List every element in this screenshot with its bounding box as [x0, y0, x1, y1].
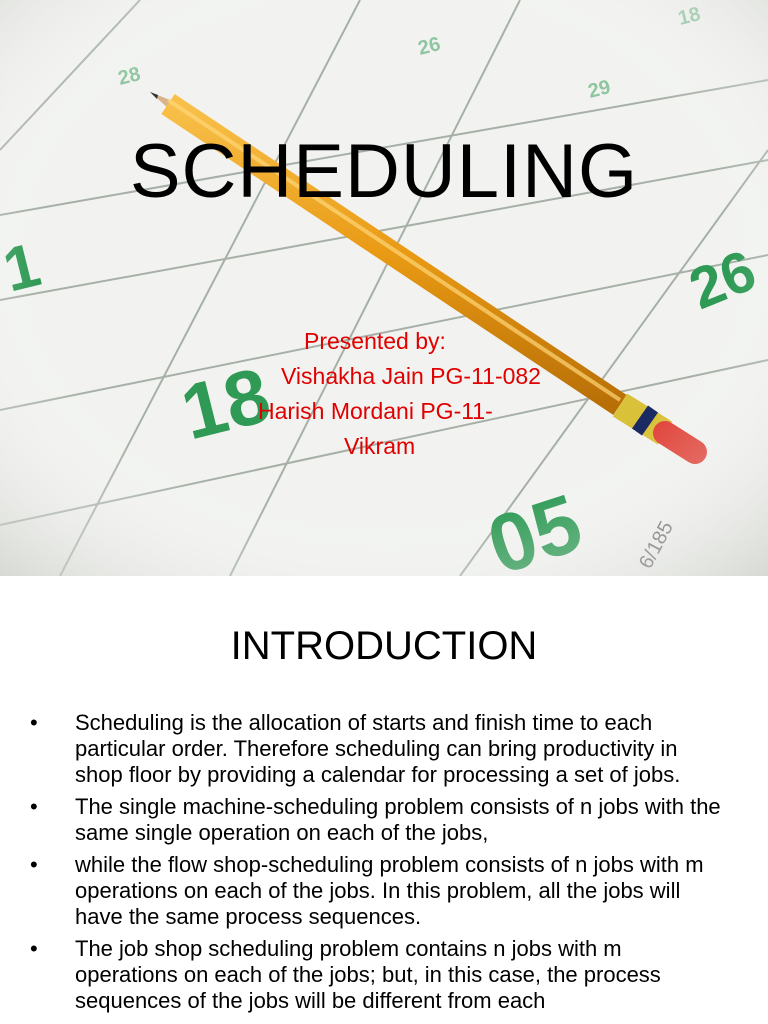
bullet-icon: • — [30, 710, 38, 735]
presenter-label: Presented by: — [304, 328, 446, 354]
bullet-text: The job shop scheduling problem contains n jobs with m operations on each of the jobs; but, in this case, the process sequences of the jobs will be different from each — [75, 936, 661, 1013]
list-item — [30, 710, 730, 788]
presenter-name: Vishakha Jain PG-11-082 — [281, 363, 541, 389]
bullet-list — [30, 710, 730, 1020]
bullet-text: Scheduling is the allocation of starts and finish time to each particular order. Therefore scheduling can bring productivity in shop floor by providing a calendar for processing a set of jobs. — [75, 710, 681, 787]
list-item — [30, 852, 730, 930]
slide-title: INTRODUCTION — [230, 624, 538, 668]
slide-title: SCHEDULING — [129, 129, 639, 214]
list-item — [30, 794, 730, 846]
presenter-name: Harish Mordani PG-11- — [258, 398, 493, 424]
presenter-name: Vikram — [344, 433, 416, 459]
bullet-icon: • — [30, 794, 38, 819]
bullet-text: while the flow shop-scheduling problem consists of n jobs with m operations on each of the jobs. In this problem, all the jobs will have the same process sequences. — [75, 852, 704, 929]
bullet-icon: • — [30, 852, 38, 877]
bullet-text: The single machine-scheduling problem consists of n jobs with the same single operation on each of the jobs, — [75, 794, 721, 845]
list-item — [30, 936, 730, 1014]
bullet-icon: • — [30, 936, 38, 961]
introduction-slide — [0, 576, 768, 1024]
